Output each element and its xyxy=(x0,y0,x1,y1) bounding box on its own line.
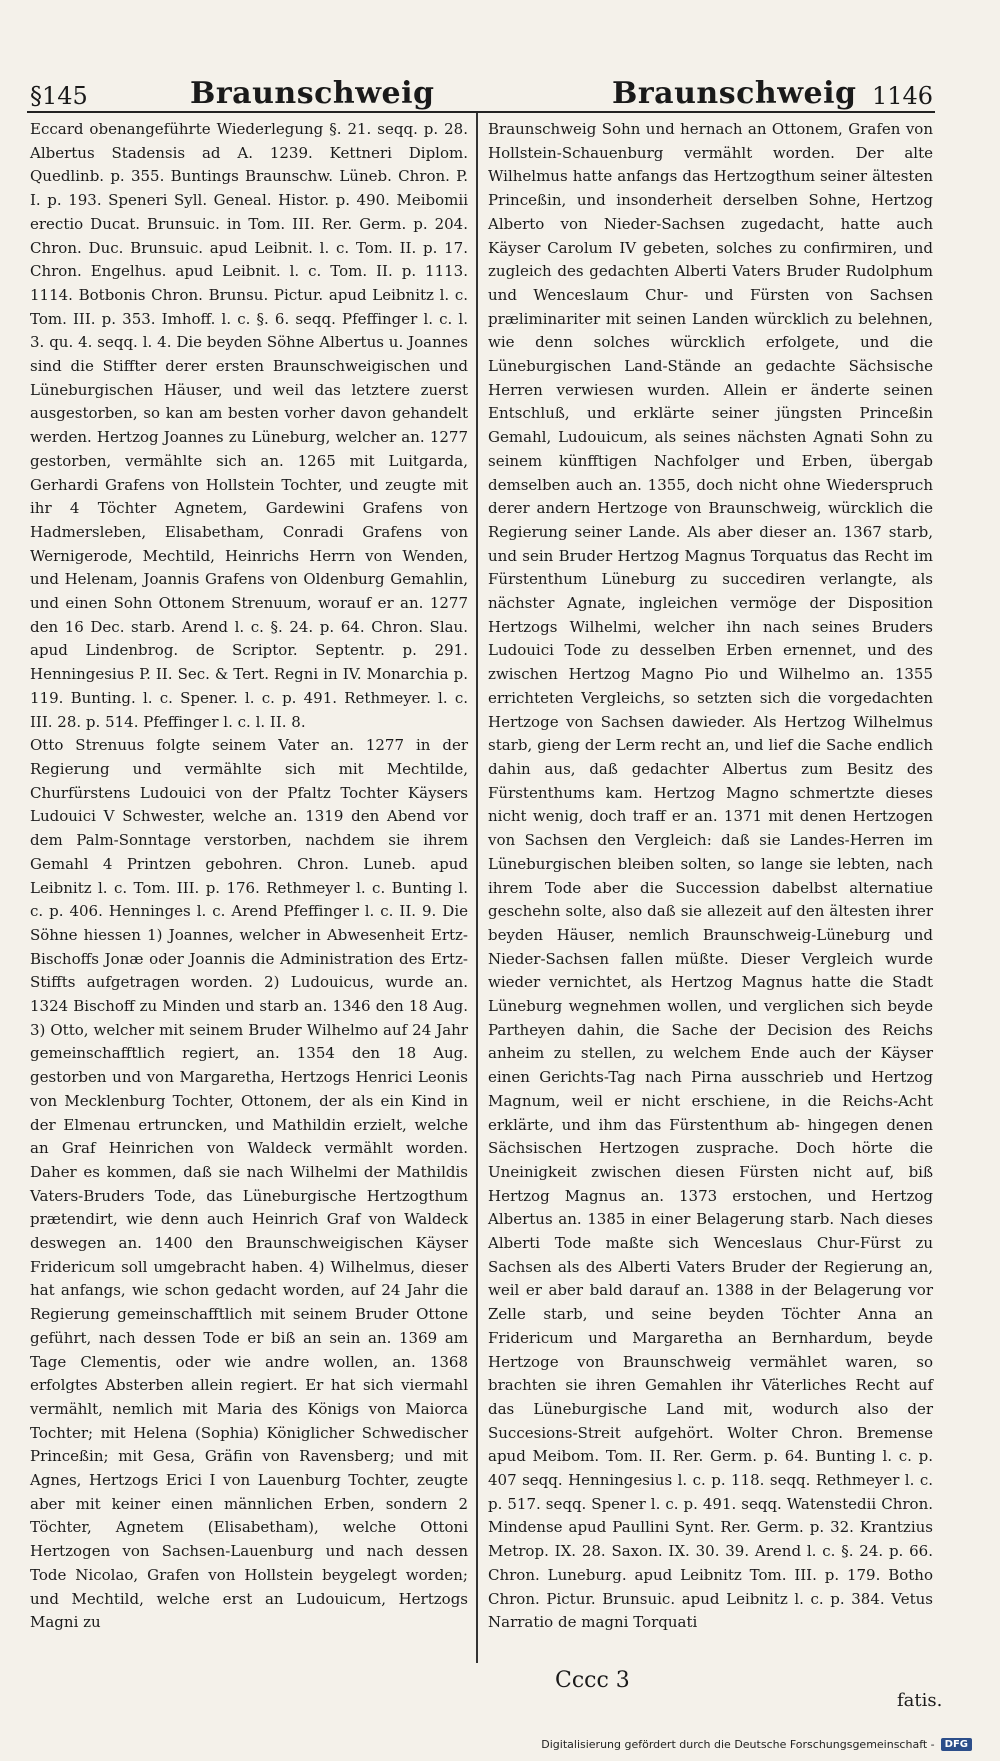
signature-mark: Cccc 3 xyxy=(555,1668,630,1693)
left-paragraph-2: Otto Strenuus folgte seinem Vater an. 1277 in der Regierung und vermählte sich mit Mechtilde, Churfürstens Ludouici von der Pfaltz Tochter Käysers Ludouici V Schwester, welche an. 1319 den Abend vor dem Palm-Sonntage verstorben, nachdem sie ihrem Gemahl 4 Printzen gebohren. Chron. Luneb. apud Leibnitz l. c. Tom. III. p. 176. Rethmeyer l. c. Bunting l. c. p. 406. Henninges l. c. Arend Pfeffinger l. c. II. 9. Die Söhne hiessen 1) Joannes, welcher in Abwesenheit Ertz-Bischoffs Jonæ oder Joannis die Administration des Ertz-Stiffts aufgetragen worden. 2) Ludouicus, wurde an. 1324 Bischoff zu Minden und starb an. 1346 den 18 Aug. 3) Otto, welcher mit seinem Bruder Wilhelmo auf 24 Jahr gemeinschafftlich regiert, an. 1354 den 18 Aug. gestorben und von Margaretha, Hertzogs Henrici Leonis von Mecklenburg Tochter, Ottonem, der als ein Kind in der Elmenau ertruncken, und Mathildin erzielt, welche an Graf Heinrichen von Waldeck vermählt worden. Daher es kommen, daß sie nach Wilhelmi der Mathildis Vaters-Bruders Tode, das Lüneburgische Hertzogthum prætendirt, wie denn auch Heinrich Graf von Waldeck deswegen an. 1400 den Braunschweigischen Käyser Fridericum soll umgebracht haben. 4) Wilhelmus, dieser hat anfangs, wie schon gedacht worden, auf 24 Jahr die Regierung gemeinschafftlich mit seinem Bruder Ottone geführt, nach dessen Tode er biß an sein an. 1369 am Tage Clementis, oder wie andre wollen, an. 1368 erfolgtes Absterben allein regiert. Er hat sich viermahl vermählt, nemlich mit Maria des Königs von Maiorca Tochter; mit Helena (Sophia) Königlicher Schwedischer Princeßin; mit Gesa, Gräfin von Ravensberg; und mit Agnes, Hertzogs Erici I von Lauenburg Tochter, zeugte aber mit keiner einen männlichen Erben, sondern 2 Töchter, Agnetem (Elisabetham), welche Ottoni Hertzogen von Sachsen-Lauenburg und nach dessen Tode Nicolao, Grafen von Hollstein beygelegt worden; und Mechtild, welche erst an Ludouicum, Hertzogs Magni zu xyxy=(30,736,468,1632)
page-number-left: §145 xyxy=(30,82,88,110)
column-divider xyxy=(476,113,478,1663)
dfg-logo: DFG xyxy=(941,1738,972,1751)
right-paragraph-1: Braunschweig Sohn und hernach an Ottonem, Grafen von Hollstein-Schauenburg vermählt worden. Der alte Wilhelmus hatte anfangs das Hertzogthum seiner ältesten Princeßin, und insonderheit derselben Sohne, Hertzog Alberto von Nieder-Sachsen zugedacht, hatte auch Käyser Carolum IV gebeten, solches zu confirmiren, und zugleich des gedachten Alberti Vaters Bruder Rudolphum und Wenceslaum Chur- und Fürsten von Sachsen præliminariter mit seinen Landen würcklich zu belehnen, wie denn solches würcklich erfolgete, und die Lüneburgischen Land-Stände an gedachte Sächsische Herren verwiesen wurden. Allein er änderte seinen Entschluß, und erklärte seiner jüngsten Princeßin Gemahl, Ludouicum, als seines nächsten Agnati Sohn zu seinem künfftigen Nachfolger und Erben, übergab demselben auch an. 1355, doch nicht ohne Wiederspruch derer andern Hertzoge von Braunschweig, würcklich die Regierung seiner Lande. Als aber dieser an. 1367 starb, und sein Bruder Hertzog Magnus Torquatus das Recht im Fürstenthum Lüneburg zu succediren verlangte, als nächster Agnate, ingleichen vermöge der Disposition Hertzogs Wilhelmi, welcher ihn nach seines Bruders Ludouici Tode zu desselben Erben ernennet, und des zwischen Hertzog Magno Pio und Wilhelmo an. 1355 errichteten Vergleichs, so setzten sich die vorgedachten Hertzoge von Sachsen dawieder. Als Hertzog Wilhelmus starb, gieng der Lerm recht an, und lief die Sache endlich dahin aus, daß gedachter Albertus zum Besitz des Fürstenthums kam. Hertzog Magno schmertzte dieses nicht wenig, doch traff er an. 1371 mit denen Hertzogen von Sachsen den Vergleich: daß sie Landes-Herren im Lüneburgischen bleiben solten, so lange sie lebten, nach ihrem Tode aber die Succession dabelbst alternatiue geschehn solte, also daß sie allezeit auf den ältesten ihrer beyden Häuser, nemlich Braunschweig-Lüneburg und Nieder-Sachsen fallen müßte. Dieser Vergleich wurde wieder vernichtet, als Hertzog Magnus hatte die Stadt Lüneburg wegnehmen wollen, und verglichen sich beyde Partheyen dahin, die Sache der Decision des Reichs anheim zu stellen, zu welchem Ende auch der Käyser einen Gerichts-Tag nach Pirna ausschrieb und Hertzog Magnum, weil er nicht erschiene, in die Reichs-Acht erklärte, und ihm das Fürstenthum ab- hingegen denen Sächsischen Hertzogen zusprache. Doch hörte die Uneinigkeit zwischen diesen Fürsten nicht auf, biß Hertzog Magnus an. 1373 erstochen, und Hertzog Albertus an. 1385 in einer Belagerung starb. Nach dieses Alberti Tode maßte sich Wenceslaus Chur-Fürst zu Sachsen als des Alberti Vaters Bruder der Regierung an, weil er aber bald darauf an. 1388 in der Belagerung vor Zelle starb, und seine beyden Töchter Anna an Fridericum und Margaretha an Bernhardum, beyde Hertzoge von Braunschweig vermählet waren, so brachten sie ihren Gemahlen ihr Väterliches Recht auf das Lüneburgische Land mit, wodurch also der Succesions-Streit aufgehört. Wolter Chron. Bremense apud Meibom. Tom. II. Rer. Germ. p. 64. Bunting l. c. p. 407 seqq. Henningesius l. c. p. 118. seqq. Rethmeyer l. c. p. 517. seqq. Spener l. c. p. 491. seqq. Watenstedii Chron. Mindense apud Paullini Synt. Rer. Germ. p. 32. Krantzius Metrop. IX. 28. Saxon. IX. 30. 39. Arend l. c. §. 24. p. 66. Chron. Luneburg. apud Leibnitz Tom. III. p. 179. Botho Chron. Pictur. Brunsuic. apud Leibnitz l. c. p. 384. Vetus Narratio de magni Torquati xyxy=(488,120,933,1632)
running-title-right: Braunschweig xyxy=(612,76,857,111)
left-column xyxy=(30,118,468,1635)
header-rule xyxy=(27,111,935,113)
left-paragraph-1: Eccard obenangeführte Wiederlegung §. 21. seqq. p. 28. Albertus Stadensis ad A. 1239. Kettneri Diplom. Quedlinb. p. 355. Buntings Braunschw. Lüneb. Chron. P. I. p. 193. Speneri Syll. Geneal. Histor. p. 490. Meibomii erectio Ducat. Brunsuic. in Tom. III. Rer. Germ. p. 204. Chron. Duc. Brunsuic. apud Leibnit. l. c. Tom. II. p. 17. Chron. Engelhus. apud Leibnit. l. c. Tom. II. p. 1113. 1114. Botbonis Chron. Brunsu. Pictur. apud Leibnitz l. c. Tom. III. p. 353. Imhoff. l. c. §. 6. seqq. Pfeffinger l. c. l. 3. qu. 4. seqq. l. 4. Die beyden Söhne Albertus u. Joannes sind die Stiffter derer ersten Braunschweigischen und Lüneburgischen Häuser, und weil das letztere zuerst ausgestorben, so kan am besten vorher davon gehandelt werden. Hertzog Joannes zu Lüneburg, welcher an. 1277 gestorben, vermählte sich an. 1265 mit Luitgarda, Gerhardi Grafens von Hollstein Tochter, und zeugte mit ihr 4 Töchter Agnetem, Gardewini Grafens von Hadmersleben, Elisabetham, Conradi Grafens von Wernigerode, Mechtild, Heinrichs Herrn von Wenden, und Helenam, Joannis Grafens von Oldenburg Gemahlin, und einen Sohn Ottonem Strenuum, worauf er an. 1277 den 16 Dec. starb. Arend l. c. §. 24. p. 64. Chron. Slau. apud Lindenbrog. de Scriptor. Septentr. p. 291. Henningesius P. II. Sec. & Tert. Regni in IV. Monarchia p. 119. Bunting. l. c. Spener. l. c. p. 491. Rethmeyer. l. c. III. 28. p. 514. Pfeffinger l. c. l. II. 8. xyxy=(30,120,468,731)
right-column xyxy=(488,118,933,1635)
page-number-right: 1146 xyxy=(872,82,934,110)
catchword: fatis. xyxy=(897,1690,943,1711)
footer-text: Digitalisierung gefördert durch die Deutsche Forschungsgemeinschaft - xyxy=(541,1738,935,1751)
running-title-left: Braunschweig xyxy=(190,76,435,111)
footer xyxy=(541,1738,972,1751)
